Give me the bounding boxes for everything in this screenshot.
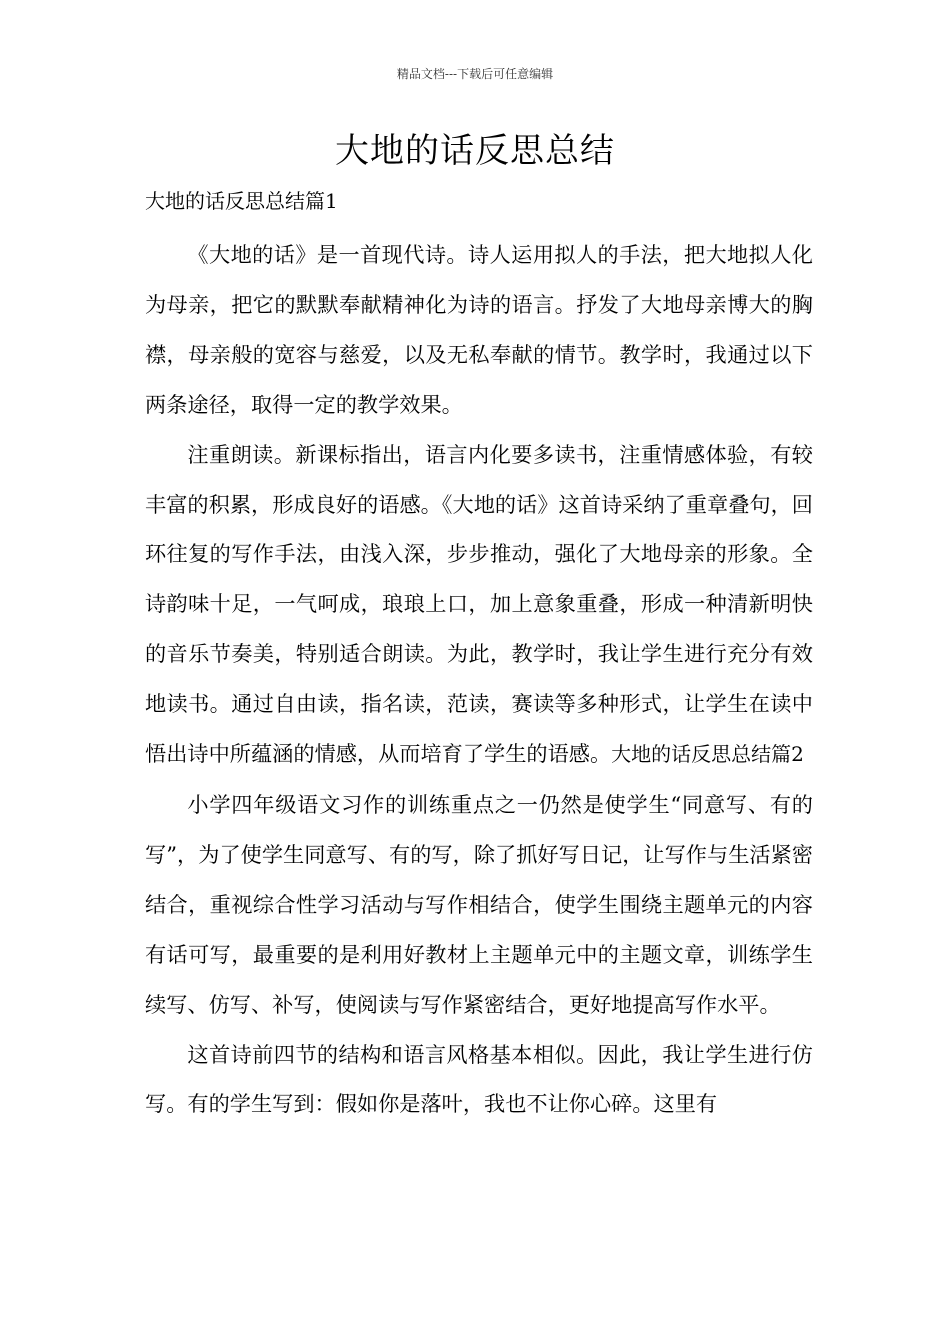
paragraph [145, 430, 813, 780]
paragraph-text: 注重朗读。新课标指出，语言内化要多读书，注重情感体验，有较丰富的积累，形成良好的语感。《大地的话》这首诗采纳了重章叠句，回环往复的写作手法，由浅入深，步步推动，强化了大地母亲的形象。全诗韵味十足，一气呵成，琅琅上口，加上意象重叠，形成一种清新明快的音乐节奏美，特别适合朗读。为此，教学时，我让学生进行充分有效地读书。通过自由读，指名读，范读，赛读等多种形式，让学生在读中悟出诗中所蕴涵的情感，从而培育了学生的语感。 [145, 441, 813, 767]
section-heading-2: 大地的话反思总结篇2 [611, 742, 804, 767]
document-body [145, 230, 813, 1129]
paragraph [145, 1030, 813, 1130]
paragraph-text: 小学四年级语文习作的训练重点之一仍然是使学生“同意写、有的写”，为了使学生同意写、有的写，除了抓好写日记，让写作与生活紧密结合，重视综合性学习活动与写作相结合，使学生围绕主题单元的内容有话可写，最重要的是利用好教材上主题单元中的主题文章，训练学生续写、仿写、补写，使阅读与写作紧密结合，更好地提高写作水平。 [145, 791, 813, 1017]
page-header: 精品文档---下载后可任意编辑 [396, 67, 554, 81]
paragraph-text: 这首诗前四节的结构和语言风格基本相似。因此，我让学生进行仿写。有的学生写到：假如你是落叶，我也不让你心碎。这里有 [145, 1041, 813, 1117]
paragraph [145, 230, 813, 430]
paragraph-text: 《大地的话》是一首现代诗。诗人运用拟人的手法，把大地拟人化为母亲，把它的默默奉献精神化为诗的语言。抒发了大地母亲博大的胸襟，母亲般的宽容与慈爱，以及无私奉献的情节。教学时，我通过以下两条途径，取得一定的教学效果。 [145, 242, 813, 417]
document-title: 大地的话反思总结 [335, 131, 615, 171]
section-heading-1: 大地的话反思总结篇1 [145, 189, 338, 213]
paragraph [145, 780, 813, 1030]
